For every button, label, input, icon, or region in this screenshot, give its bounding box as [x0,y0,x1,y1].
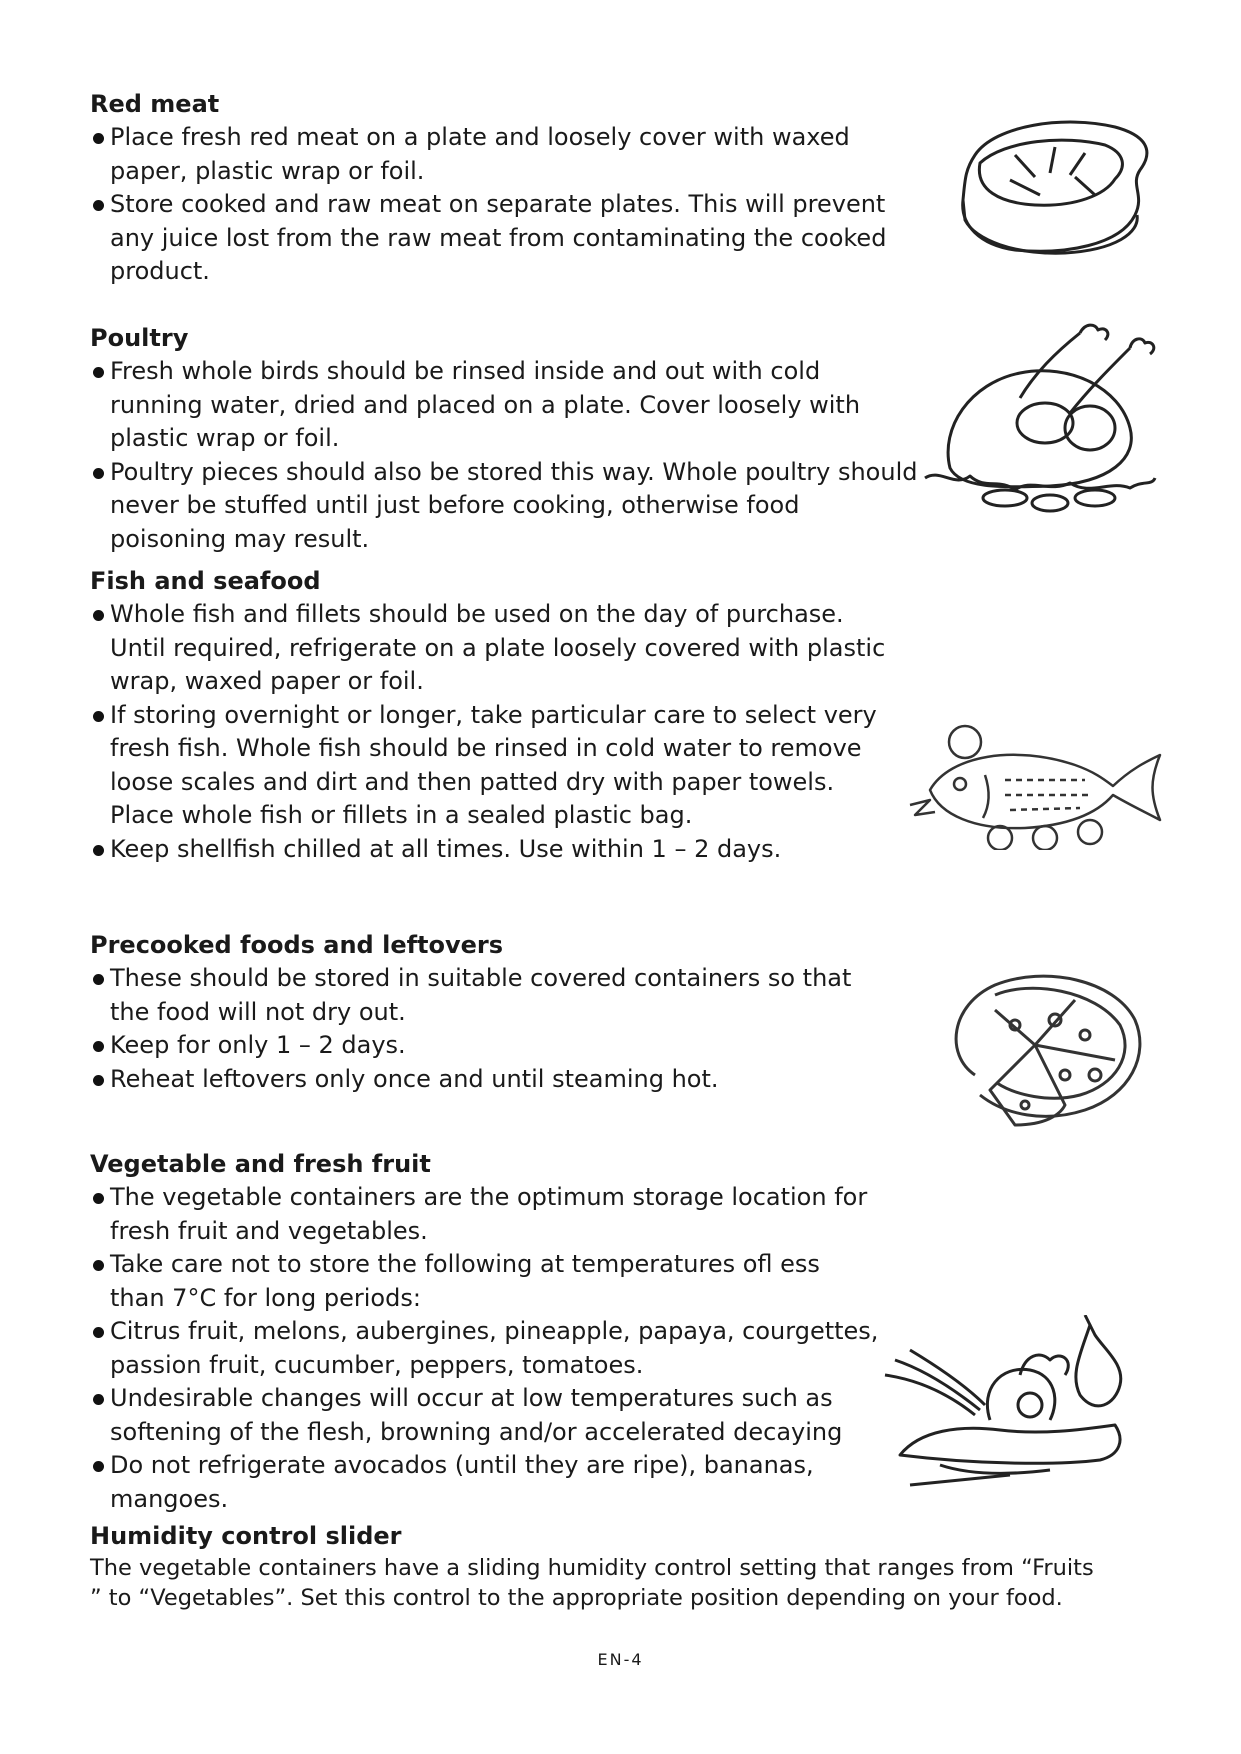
list-item: Keep for only 1 – 2 days. [90,1029,880,1063]
heading-vegetable-and-fruit: Vegetable and fresh fruit [90,1150,431,1178]
list-item: Keep shellfish chilled at all times. Use within 1 – 2 days. [90,833,900,867]
list-item: Fresh whole birds should be rinsed inside and out with cold running water, dried and placed on a plate. Cover loosely with plastic wrap or foil. [90,355,920,456]
section-poultry [90,323,920,556]
section-vegetable-and-fruit [90,1149,880,1516]
humidity-paragraph: The vegetable containers have a sliding humidity control setting that ranges from “Fruits ” to “Vegetables”. Set this control to the appropriate position depending on your food. [90,1555,1094,1611]
section-fish-and-seafood [90,566,900,866]
list-item: Reheat leftovers only once and until steaming hot. [90,1063,880,1097]
list-item: Take care not to store the following at temperatures ofl ess than 7°C for long periods: [90,1248,880,1315]
list-item: Undesirable changes will occur at low temperatures such as softening of the flesh, browning and/or accelerated decaying [90,1382,880,1449]
list-item: Do not refrigerate avocados (until they are ripe), bananas, mangoes. [90,1449,880,1516]
list-item: Poultry pieces should also be stored this way. Whole poultry should never be stuffed until just before cooking, otherwise food poisoning may result. [90,456,920,557]
roast-chicken-illustration [920,318,1160,523]
list-item: Place fresh red meat on a plate and loosely cover with waxed paper, plastic wrap or foil. [90,121,920,188]
list-item: Whole fish and fillets should be used on the day of purchase. Until required, refrigerate on a plate loosely covered with plastic wrap, waxed paper or foil. [90,598,900,699]
list-item: If storing overnight or longer, take particular care to select very fresh fish. Whole fish should be rinsed in cold water to remove loose scales and dirt and then patted dry with paper towels. Place whole fish or fillets in a sealed plastic bag. [90,699,900,833]
vegetables-illustration [880,1315,1140,1495]
list-item: These should be stored in suitable covered containers so that the food will not dry out. [90,962,880,1029]
section-red-meat [90,89,920,289]
heading-precooked-foods: Precooked foods and leftovers [90,931,504,959]
heading-fish-and-seafood: Fish and seafood [90,567,321,595]
list-item: Citrus fruit, melons, aubergines, pineapple, papaya, courgettes, passion fruit, cucumber, peppers, tomatoes. [90,1315,880,1382]
pizza-illustration [935,965,1150,1130]
fish-illustration [905,720,1165,850]
list-item: The vegetable containers are the optimum storage location for fresh fruit and vegetables. [90,1181,880,1248]
red-meat-steak-illustration [955,115,1160,260]
section-humidity-control [90,1521,1120,1613]
heading-poultry: Poultry [90,324,189,352]
page-number: EN-4 [597,1650,644,1669]
section-precooked-foods [90,930,880,1096]
heading-humidity-control: Humidity control slider [90,1522,402,1550]
heading-red-meat: Red meat [90,90,220,118]
list-item: Store cooked and raw meat on separate plates. This will prevent any juice lost from the raw meat from contaminating the cooked product. [90,188,920,289]
